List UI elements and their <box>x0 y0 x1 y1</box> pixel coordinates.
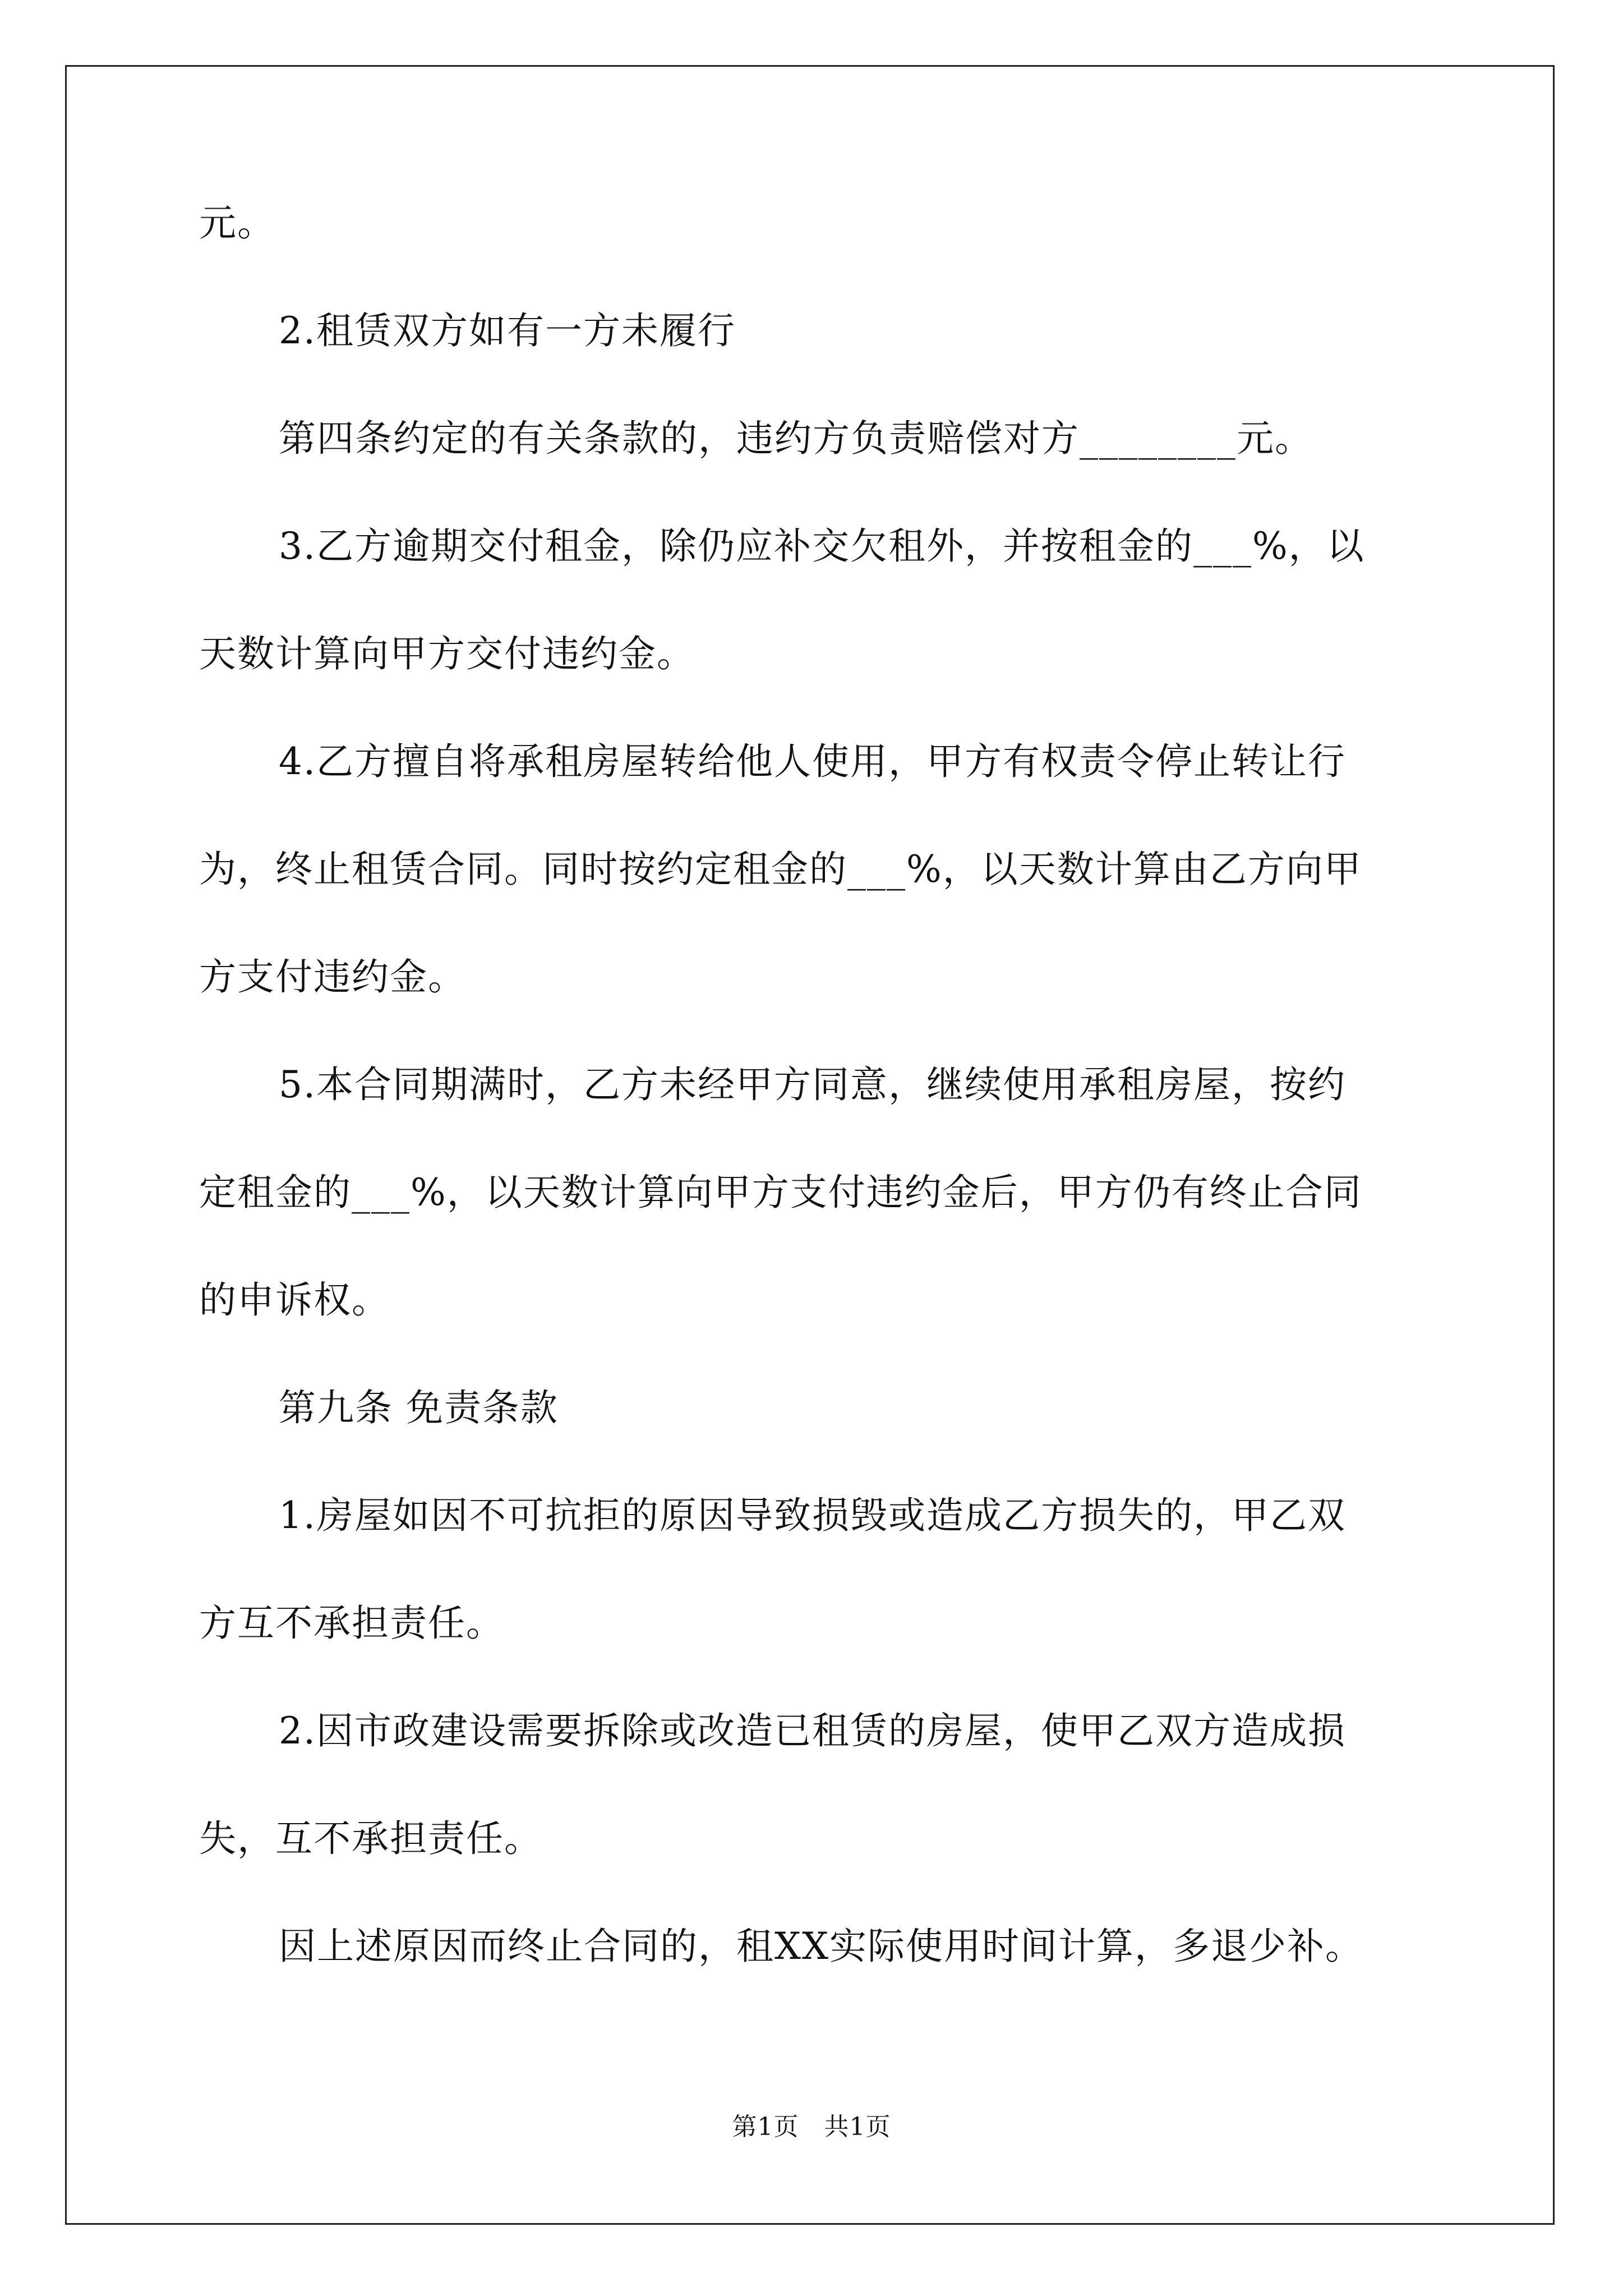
paragraph-line-9: 5.本合同期满时，乙方未经甲方同意，继续使用承租房屋，按约 <box>279 1063 1346 1106</box>
paragraph-line-7: 为，终止租赁合同。同时按约定租金的___%，以天数计算由乙方向甲 <box>199 848 1362 891</box>
paragraph-line-16: 失，互不承担责任。 <box>199 1817 542 1860</box>
paragraph-line-1: 元。 <box>199 201 275 245</box>
paragraph-line-2: 2.租赁双方如有一方未履行 <box>279 309 736 352</box>
page-border <box>65 65 1555 2225</box>
paragraph-line-5: 天数计算向甲方交付违约金。 <box>199 632 695 675</box>
section-heading-line: 第九条 免责条款 <box>279 1386 559 1429</box>
paragraph-line-3: 第四条约定的有关条款的，违约方负责赔偿对方________元。 <box>279 417 1313 460</box>
paragraph-line-4: 3.乙方逾期交付租金，除仍应补交欠租外，并按租金的___%，以 <box>279 524 1365 568</box>
paragraph-line-11: 的申诉权。 <box>199 1278 390 1322</box>
paragraph-line-8: 方支付违约金。 <box>199 955 466 999</box>
paragraph-line-13: 1.房屋如因不可抗拒的原因导致损毁或造成乙方损失的，甲乙双 <box>279 1494 1346 1537</box>
paragraph-line-6: 4.乙方擅自将承租房屋转给他人使用，甲方有权责令停止转让行 <box>279 740 1346 783</box>
paragraph-line-17: 因上述原因而终止合同的，租XX实际使用时间计算，多退少补。 <box>279 1925 1363 1968</box>
paragraph-line-14: 方互不承担责任。 <box>199 1602 504 1645</box>
page-footer: 第1页 共1页 <box>732 2113 891 2141</box>
paragraph-line-10: 定租金的___%，以天数计算向甲方支付违约金后，甲方仍有终止合同 <box>199 1171 1362 1214</box>
paragraph-line-15: 2.因市政建设需要拆除或改造已租赁的房屋，使甲乙双方造成损 <box>279 1709 1346 1752</box>
